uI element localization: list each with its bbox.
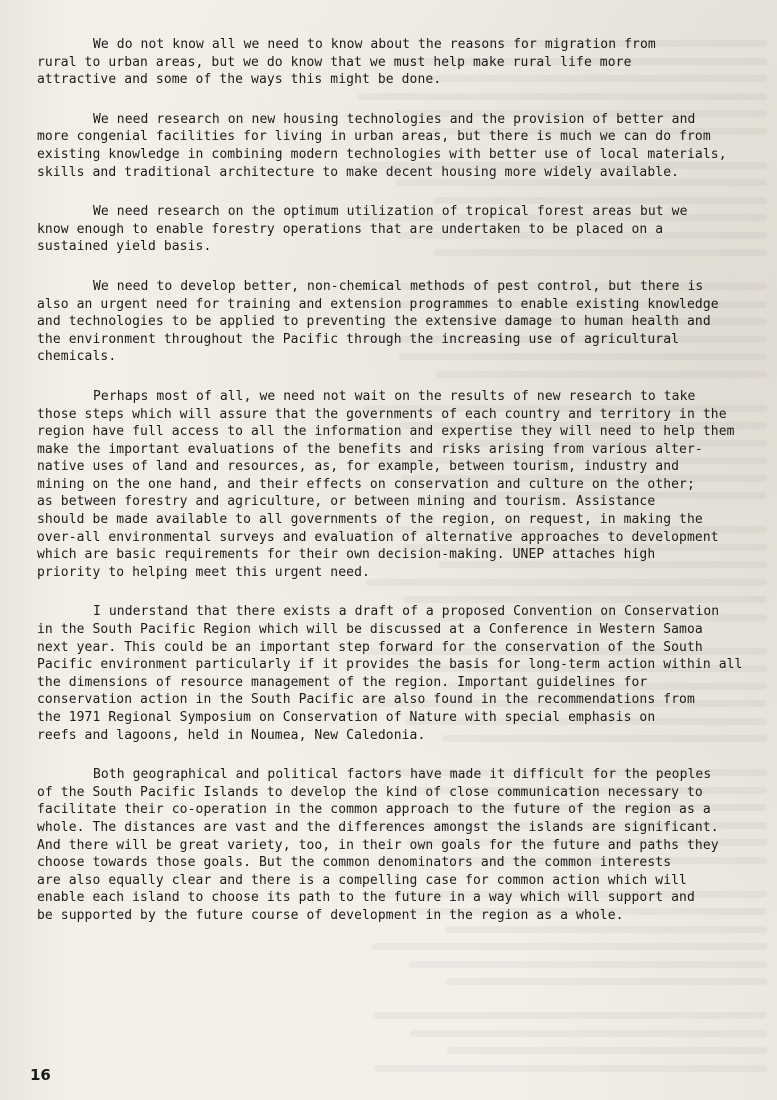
text-line: chemicals. [37,349,117,365]
text-line: make the important evaluations of the benefits and risks arising from various alter- [37,441,703,457]
text-line: choose towards those goals. But the common denominators and the common interests [37,855,672,871]
text-line: skills and traditional architecture to make decent housing more widely available. [37,164,680,180]
text-line: We need to develop better, non-chemical methods of pest control, but there is [93,278,704,294]
text-line: also an urgent need for training and extension programmes to enable existing knowledge [37,296,719,312]
text-line: the 1971 Regional Symposium on Conservation of Nature with special emphasis on [37,710,656,725]
text-line: the environment throughout the Pacific through the increasing use of agricultural [37,331,680,347]
text-line: those steps which will assure that the governments of each country and territory in the [37,406,727,422]
document-body [37,36,743,947]
text-line: conservation action in the South Pacific are also found in the recommendations from [37,692,695,708]
paragraph-migration [37,36,737,89]
text-line: existing knowledge in combining modern technologies with better use of local materials, [37,146,727,162]
page-number: 16 [30,1066,51,1084]
text-line: which are basic requirements for their own decision-making. UNEP attaches high [37,547,656,563]
text-line: region have full access to all the information and expertise they will need to help them [37,424,735,440]
text-line: rural to urban areas, but we do know that we must help make rural life more [37,54,632,70]
text-line: should be made available to all governments of the region, on request, in making the [37,512,703,528]
text-line: facilitate their co-operation in the common approach to the future of the region as a [37,802,711,818]
text-line: Both geographical and political factors have made it difficult for the peoples [93,767,712,783]
text-line: native uses of land and resources, as, for example, between tourism, industry and [37,459,680,475]
paragraph-convention [37,603,743,744]
paragraph-governments [37,388,737,582]
text-line: Pacific environment particularly if it provides the basis for long-term action within all [37,657,743,673]
show-through-line [410,1030,767,1037]
text-line: more congenial facilities for living in urban areas, but there is much we can do from [37,129,711,145]
paragraph-pest-control [37,278,737,366]
show-through-line [374,1065,767,1072]
show-through-line [446,978,767,985]
text-line: attractive and some of the ways this might be done. [37,72,442,88]
text-line: Perhaps most of all, we need not wait on the results of new research to take [93,388,696,404]
text-line: We need research on new housing technologies and the provision of better and [93,111,696,127]
text-line: are also equally clear and there is a compelling case for common action which will [37,872,687,888]
paragraph-cooperation [37,766,737,924]
text-line: And there will be great variety, too, in their own goals for the future and paths they [37,837,719,853]
text-line: We do not know all we need to know about the reasons for migration from [93,37,656,52]
text-line: I understand that there exists a draft of a proposed Convention on Conservation [93,604,720,620]
text-line: We need research on the optimum utilization of tropical forest areas but we [93,204,688,220]
text-line: mining on the one hand, and their effects on conservation and culture on the other; [37,476,695,492]
show-through-line [409,961,767,968]
text-line: enable each island to choose its path to the future in a way which will support and [37,890,695,906]
text-line: be supported by the future course of development in the region as a whole. [37,907,624,923]
text-line: in the South Pacific Region which will be discussed at a Conference in Western Samoa [37,622,703,638]
text-line: of the South Pacific Islands to develop the kind of close communication necessary to [37,784,703,800]
text-line: next year. This could be an important step forward for the conservation of the South [37,639,703,655]
show-through-line [447,1047,767,1054]
text-line: know enough to enable forestry operations that are undertaken to be placed on a [37,221,664,237]
text-line: priority to helping meet this urgent need. [37,564,370,580]
text-line: reefs and lagoons, held in Noumea, New Caledonia. [37,727,426,743]
text-line: whole. The distances are vast and the differences amongst the islands are significant. [37,819,719,835]
paragraph-forestry [37,203,737,256]
text-line: as between forestry and agriculture, or between mining and tourism. Assistance [37,494,656,510]
text-line: the dimensions of resource management of the region. Important guidelines for [37,674,648,690]
paragraph-housing [37,111,737,181]
text-line: over-all environmental surveys and evaluation of alternative approaches to development [37,529,719,545]
text-line: and technologies to be applied to preventing the extensive damage to human health and [37,314,711,330]
show-through-line [373,1012,767,1019]
text-line: sustained yield basis. [37,239,212,255]
